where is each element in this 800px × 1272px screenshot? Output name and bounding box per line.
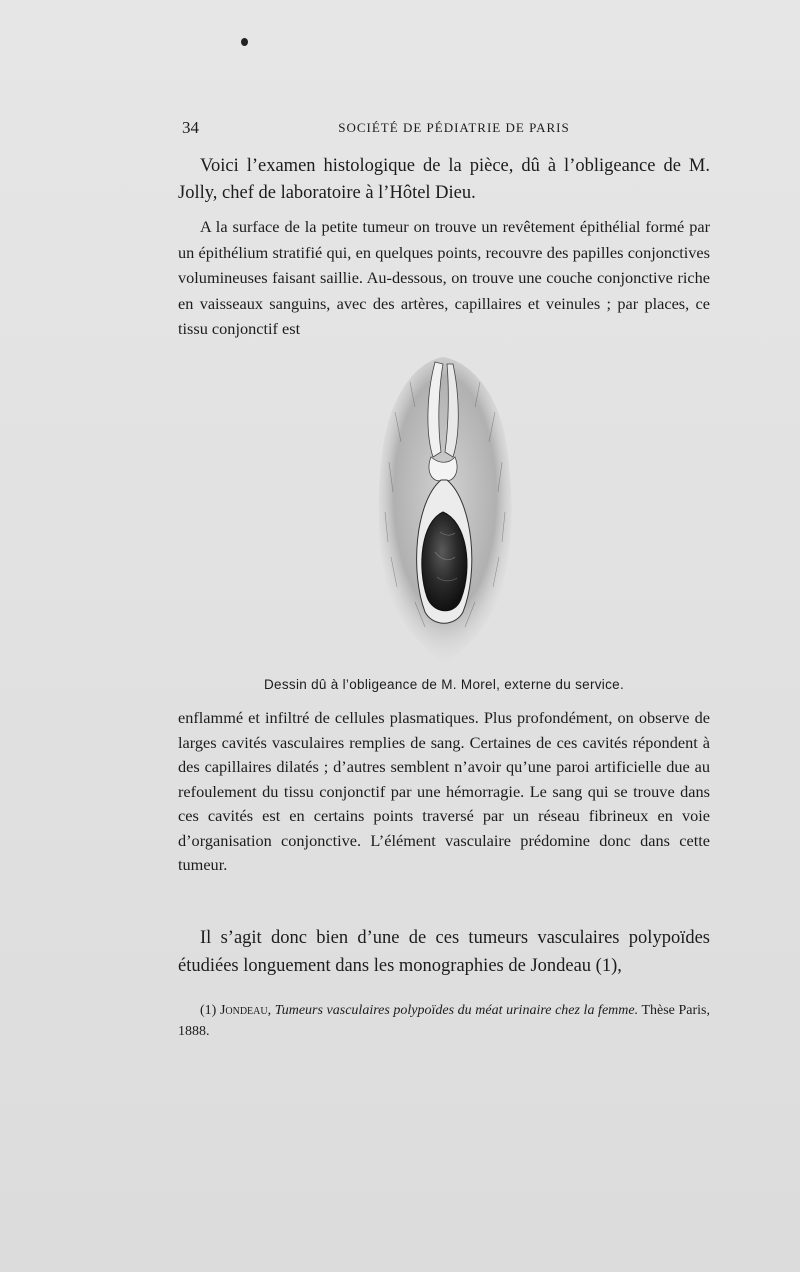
footnote [178,1000,710,1042]
paragraph-conclusion: Il s’agit donc bien d’une de ces tumeurs vasculaires polypoïdes étudiées longuement dans les monographies de Jondeau (1), [178,928,710,976]
ink-speck [241,38,248,46]
page-number: 34 [182,118,199,137]
footnote-title: Tumeurs vasculaires polypoïdes du méat urinaire chez la femme. [274,1003,639,1018]
illustration-drawing [355,352,535,670]
footnote-publication: Thèse Paris, 1888. [178,1003,711,1039]
paragraph-deeper-tissue: enflammé et infiltré de cellules plasmatiques. Plus profondément, on observe de larges cavités vasculaires remplies de sang. Certaines de ces cavités répondent à des capillaires dilatés ; d’autres semblent n’avoir qu’une paroi artificielle due au refoulement du tissu conjonctif par une hémorragie. Le sang qui se trouve dans ces cavités est en certains points traversé par un réseau fibrineux en voie d’organisation conjonctive. L’élément vasculaire prédomine donc dans cette tumeur. [178,708,710,874]
paragraph-histology-intro: Voici l’examen histologique de la pièce, dû à l’obligeance de M. Jolly, chef de laboratoire à l’Hôtel Dieu. [178,156,710,203]
paragraph-surface-description: A la surface de la petite tumeur on trouve un revêtement épithélial formé par un épithélium stratifié qui, en quelques points, recouvre des papilles conjonctives volumineuses faisant saillie. Au-dessous, on trouve une couche conjonctive riche en vaisseaux sanguins, avec des artères, capillaires et veinules ; par places, ce tissu conjonctif est [178,217,710,338]
figure-caption: Dessin dû à l’obligeance de M. Morel, externe du service. [263,677,625,692]
anatomical-illustration [355,352,535,670]
running-title: SOCIÉTÉ DE PÉDIATRIE DE PARIS [338,120,570,135]
footnote-marker: (1) [200,1003,217,1018]
page-header [178,118,710,142]
footnote-author: Jondeau, [219,1003,272,1018]
